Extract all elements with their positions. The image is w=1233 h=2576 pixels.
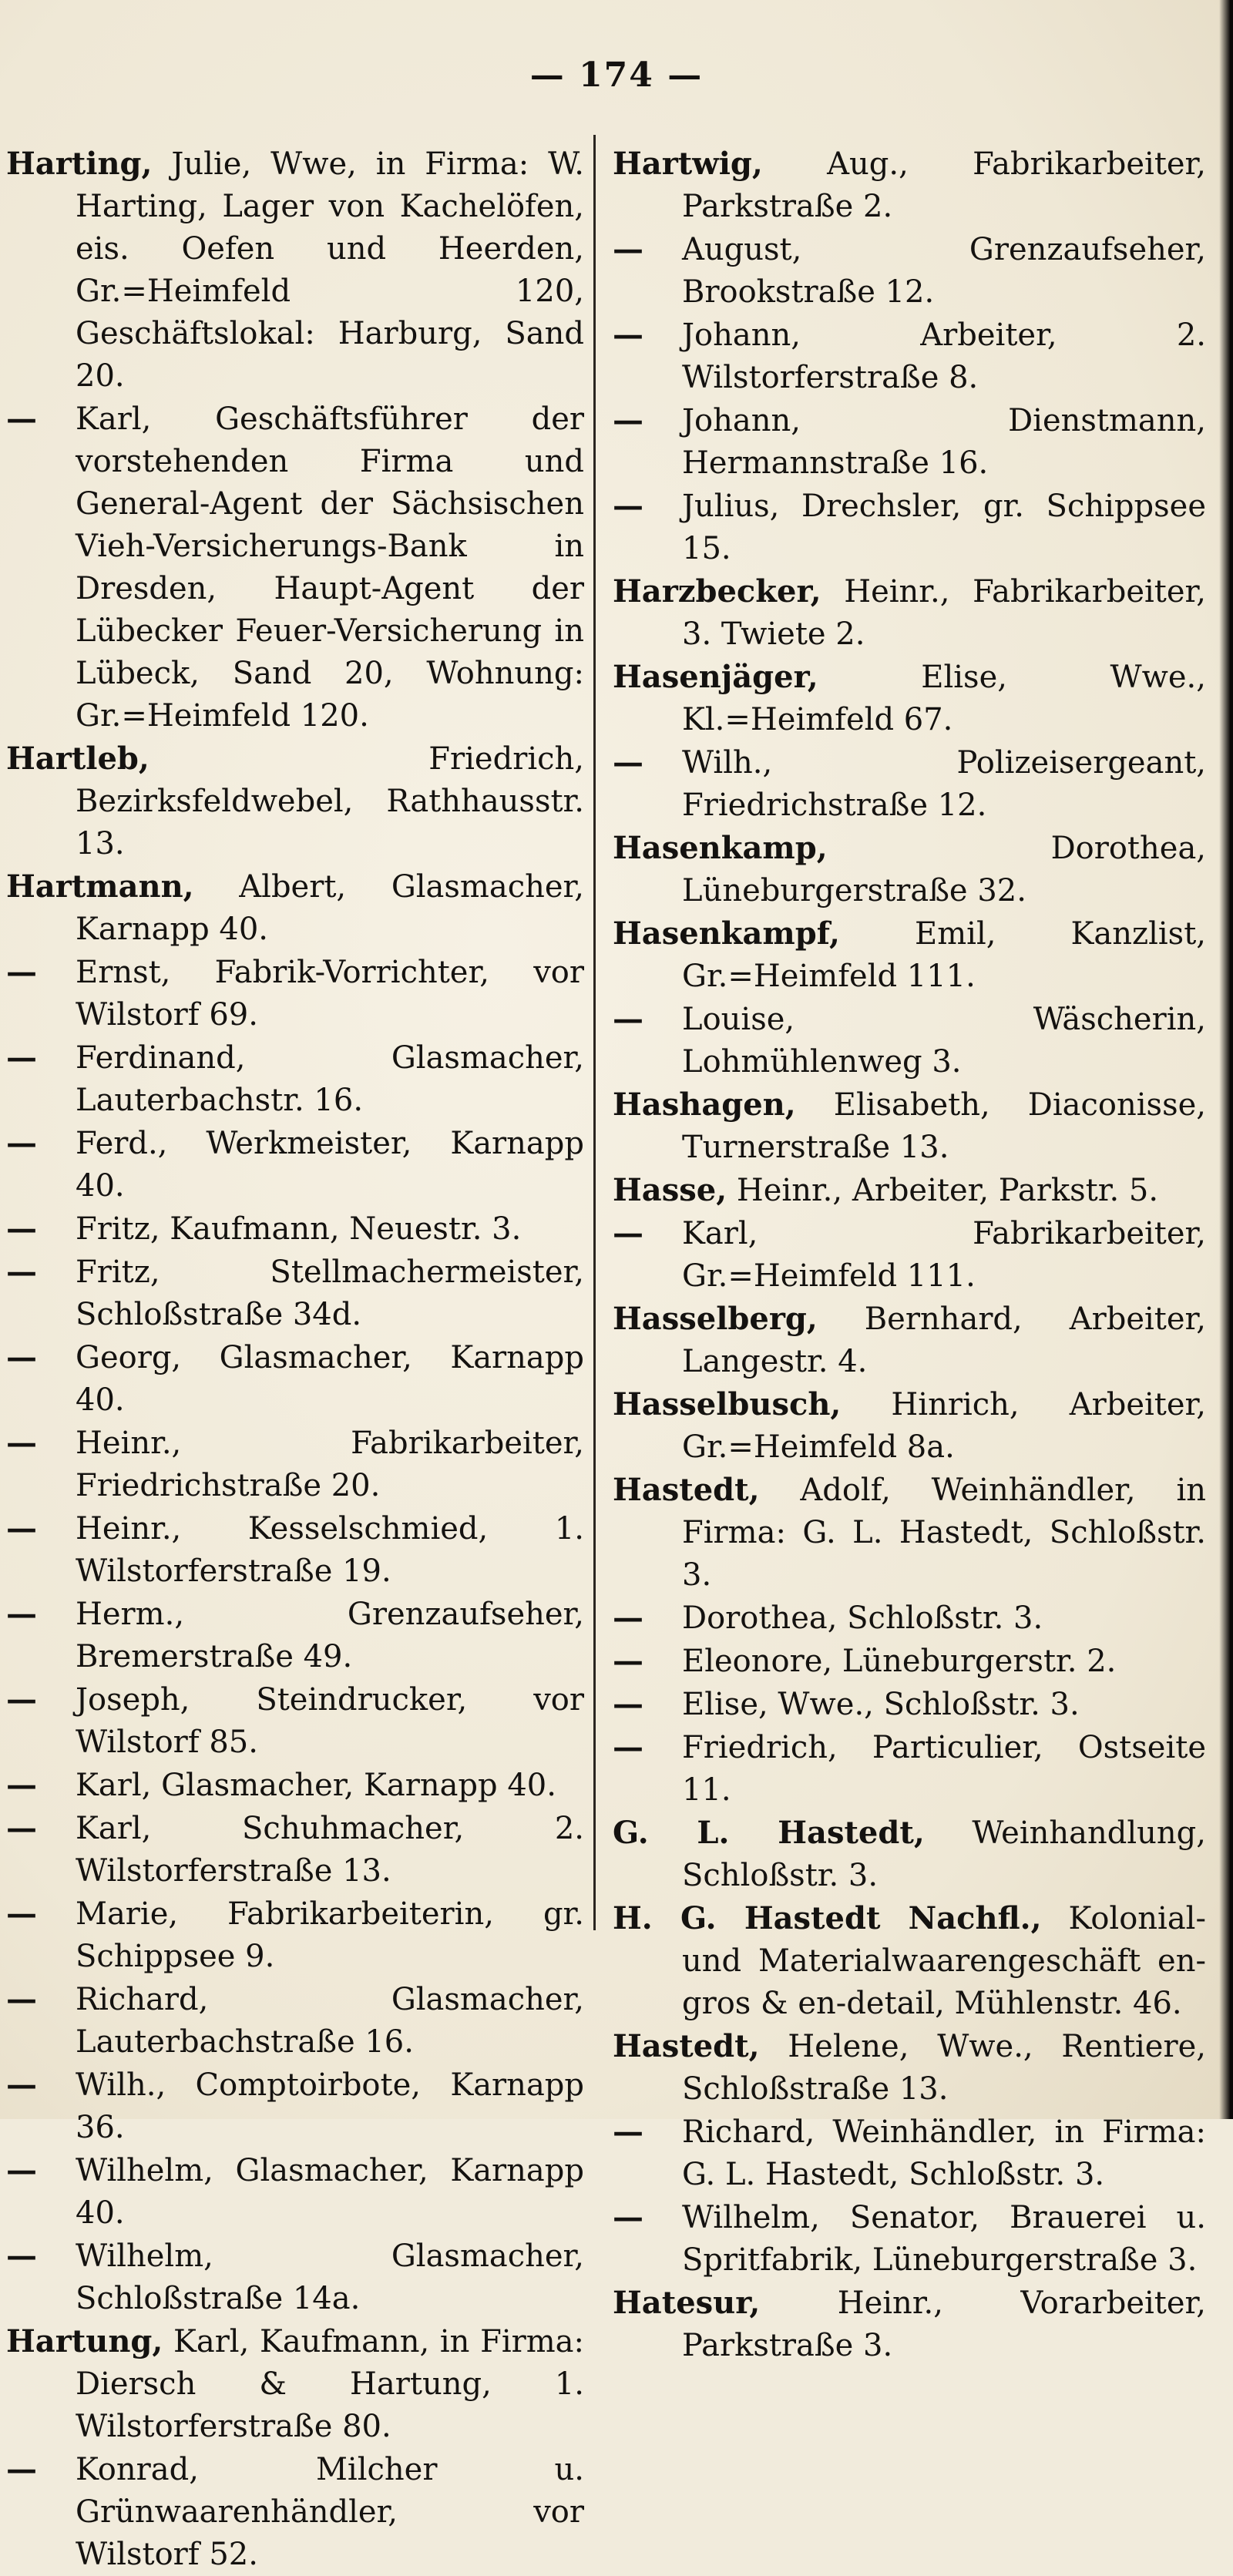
ditto-dash: — — [613, 1643, 643, 1679]
entry-surname: Hasselberg, — [613, 1301, 818, 1337]
ditto-dash: — — [613, 2199, 643, 2235]
ditto-dash: — — [6, 1425, 37, 1461]
directory-entry — [6, 1807, 584, 1893]
ditto-dash: — — [6, 1767, 37, 1803]
ditto-dash: — — [6, 1896, 37, 1932]
ditto-dash: — — [613, 1686, 643, 1722]
page-number: — 174 — — [529, 55, 704, 95]
entry-details: Bernhard, Arbeiter, Langestr. 4. — [682, 1301, 1206, 1379]
right-column — [613, 143, 1206, 2367]
ditto-dash: — — [6, 2067, 37, 2103]
ditto-dash: — — [6, 1254, 37, 1290]
entry-details: Richard, Weinhändler, in Firma: G. L. Hastedt, Schloßstr. 3. — [682, 2114, 1206, 2192]
directory-entry — [6, 951, 584, 1036]
entry-surname: Hastedt, — [613, 1472, 760, 1508]
ditto-dash: — — [6, 2451, 37, 2487]
entry-details: Ferdinand, Glasmacher, Lauterbachstr. 16. — [76, 1040, 584, 1118]
entry-surname: Hasenjäger, — [613, 659, 818, 695]
entry-surname: Hatesur, — [613, 2285, 761, 2321]
entry-details: Heinr., Kesselschmied, 1. Wilstorferstraße 19. — [76, 1511, 584, 1589]
entry-details: Hinrich, Arbeiter, Gr.=Heimfeld 8a. — [682, 1387, 1206, 1465]
directory-entry — [613, 1683, 1206, 1726]
ditto-dash: — — [613, 1600, 643, 1636]
directory-entry — [6, 1893, 584, 1978]
entry-details: Heinr., Vorarbeiter, Parkstraße 3. — [682, 2285, 1206, 2363]
directory-entry — [6, 1207, 584, 1251]
directory-entry — [613, 2111, 1206, 2196]
entry-details: Richard, Glasmacher, Lauterbachstraße 16. — [76, 1982, 584, 2060]
directory-entry — [6, 1122, 584, 1207]
ditto-dash: — — [613, 231, 643, 267]
entry-details: Elise, Wwe., Schloßstr. 3. — [682, 1687, 1080, 1722]
entry-details: Wilh., Comptoirbote, Karnapp 36. — [76, 2067, 584, 2145]
entry-details: Konrad, Milcher u. Grünwaarenhändler, vor Wilstorf 52. — [76, 2452, 584, 2572]
directory-entry — [613, 1640, 1206, 1683]
left-column — [6, 143, 584, 2576]
ditto-dash: — — [613, 1215, 643, 1251]
directory-entry — [613, 1383, 1206, 1469]
entry-details: Julius, Drechsler, gr. Schippsee 15. — [682, 489, 1206, 566]
entry-details: Eleonore, Lüneburgerstr. 2. — [682, 1644, 1117, 1679]
directory-entry — [613, 1812, 1206, 1897]
entry-details: Elisabeth, Diaconisse, Turnerstraße 13. — [682, 1087, 1206, 1165]
entry-details: Wilh., Polizeisergeant, Friedrichstraße 12. — [682, 745, 1206, 823]
ditto-dash: — — [6, 2238, 37, 2274]
entry-details: Karl, Kaufmann, in Firma: Diersch & Hartung, 1. Wilstorferstraße 80. — [76, 2324, 584, 2444]
directory-entry — [613, 1083, 1206, 1169]
ditto-dash: — — [6, 1039, 37, 1076]
entry-details: Wilhelm, Glasmacher, Schloßstraße 14a. — [76, 2238, 584, 2316]
directory-entry — [6, 1251, 584, 1336]
entry-details: Joseph, Steindrucker, vor Wilstorf 85. — [76, 1682, 584, 1760]
entry-surname: G. L. Hastedt, — [613, 1815, 925, 1851]
entry-details: Karl, Glasmacher, Karnapp 40. — [76, 1768, 556, 1803]
ditto-dash: — — [6, 401, 37, 437]
directory-entry — [6, 1336, 584, 1422]
directory-entry — [613, 1726, 1206, 1812]
entry-details: Louise, Wäscherin, Lohmühlenweg 3. — [682, 1002, 1206, 1080]
entry-details: Aug., Fabrikarbeiter, Parkstraße 2. — [682, 146, 1206, 224]
ditto-dash: — — [613, 2114, 643, 2150]
entry-details: Julie, Wwe, in Firma: W. Harting, Lager von Kachelöfen, eis. Oefen und Heerden, Gr.=Heimfeld 120, Geschäftslokal: Harburg, Sand 20. — [76, 146, 584, 394]
entry-surname: Hasenkamp, — [613, 830, 828, 866]
ditto-dash: — — [613, 1001, 643, 1037]
directory-entry — [613, 2025, 1206, 2111]
entry-details: Ferd., Werkmeister, Karnapp 40. — [76, 1126, 584, 1204]
directory-entry — [613, 399, 1206, 485]
directory-entry — [613, 912, 1206, 998]
entry-details: Heinr., Arbeiter, Parkstr. 5. — [727, 1173, 1159, 1208]
directory-entry — [6, 1507, 584, 1593]
directory-entry — [6, 1036, 584, 1122]
entry-details: Albert, Glasmacher, Karnapp 40. — [76, 869, 584, 947]
directory-entry — [6, 2448, 584, 2576]
directory-entry — [6, 2320, 584, 2448]
entry-details: Friedrich, Particulier, Ostseite 11. — [682, 1730, 1206, 1808]
entry-details: Karl, Schuhmacher, 2. Wilstorferstraße 13. — [76, 1811, 584, 1889]
entry-details: Karl, Geschäftsführer der vorstehenden Firma und General-Agent der Sächsischen Vieh-Versicherungs-Bank in Dresden, Haupt-Agent der Lübecker Feuer-Versicherung in Lübeck, Sand 20, Wohnung: Gr.=Heimfeld 120. — [76, 401, 584, 734]
entry-surname: Harzbecker, — [613, 573, 821, 610]
directory-entry — [6, 1678, 584, 1764]
ditto-dash: — — [6, 1596, 37, 1632]
entry-details: Kolonial- und Materialwaarengeschäft en-gros & en-detail, Mühlenstr. 46. — [682, 1901, 1206, 2021]
entry-details: Emil, Kanzlist, Gr.=Heimfeld 111. — [682, 916, 1206, 994]
directory-entry — [613, 314, 1206, 399]
entry-details: Georg, Glasmacher, Karnapp 40. — [76, 1340, 584, 1418]
entry-details: Wilhelm, Senator, Brauerei u. Spritfabrik, Lüneburgerstraße 3. — [682, 2200, 1206, 2278]
directory-entry — [6, 865, 584, 951]
directory-entry — [6, 1593, 584, 1678]
page-edge-shadow — [1219, 0, 1233, 2119]
ditto-dash: — — [6, 2152, 37, 2188]
entry-details: Dorothea, Lüneburgerstraße 32. — [682, 831, 1206, 908]
directory-entry — [613, 741, 1206, 827]
entry-details: Dorothea, Schloßstr. 3. — [682, 1600, 1043, 1636]
entry-details: August, Grenzaufseher, Brookstraße 12. — [682, 232, 1206, 310]
directory-entry — [613, 656, 1206, 741]
entry-details: Johann, Arbeiter, 2. Wilstorferstraße 8. — [682, 317, 1206, 395]
directory-entry — [613, 1597, 1206, 1640]
entry-surname: Hartwig, — [613, 146, 763, 182]
ditto-dash: — — [6, 1681, 37, 1718]
directory-entry — [613, 2196, 1206, 2282]
directory-entry — [6, 737, 584, 865]
ditto-dash: — — [613, 488, 643, 524]
directory-entry — [6, 398, 584, 737]
ditto-dash: — — [613, 402, 643, 438]
entry-surname: Hartmann, — [6, 868, 194, 905]
directory-entry — [613, 1897, 1206, 2025]
directory-entry — [613, 1469, 1206, 1597]
directory-entry — [613, 2282, 1206, 2367]
directory-entry — [6, 2064, 584, 2149]
directory-entry — [6, 1422, 584, 1507]
directory-entry — [6, 1764, 584, 1807]
ditto-dash: — — [6, 1510, 37, 1547]
entry-details: Adolf, Weinhändler, in Firma: G. L. Hastedt, Schloßstr. 3. — [682, 1473, 1206, 1593]
ditto-dash: — — [6, 1810, 37, 1846]
entry-details: Fritz, Stellmachermeister, Schloßstraße 34d. — [76, 1254, 584, 1332]
ditto-dash: — — [613, 744, 643, 781]
entry-details: Marie, Fabrikarbeiterin, gr. Schippsee 9. — [76, 1896, 584, 1974]
entry-details: Heinr., Fabrikarbeiter, 3. Twiete 2. — [682, 574, 1206, 652]
entry-details: Wilhelm, Glasmacher, Karnapp 40. — [76, 2153, 584, 2231]
entry-details: Elise, Wwe., Kl.=Heimfeld 67. — [682, 660, 1206, 737]
entry-details: Helene, Wwe., Rentiere, Schloßstraße 13. — [682, 2029, 1206, 2107]
entry-details: Karl, Fabrikarbeiter, Gr.=Heimfeld 111. — [682, 1216, 1206, 1294]
directory-entry — [6, 2235, 584, 2320]
entry-details: Weinhandlung, Schloßstr. 3. — [682, 1815, 1207, 1893]
directory-entry — [613, 998, 1206, 1083]
entry-surname: Harting, — [6, 146, 153, 182]
ditto-dash: — — [6, 1125, 37, 1161]
ditto-dash: — — [613, 317, 643, 353]
entry-surname: Hashagen, — [613, 1086, 796, 1123]
directory-entry — [613, 1212, 1206, 1298]
directory-entry — [6, 143, 584, 398]
entry-details: Ernst, Fabrik-Vorrichter, vor Wilstorf 69. — [76, 955, 584, 1033]
entry-details: Herm., Grenzaufseher, Bremerstraße 49. — [76, 1597, 584, 1674]
entry-surname: Hartleb, — [6, 741, 150, 777]
entry-surname: Hastedt, — [613, 2028, 760, 2064]
directory-entry — [613, 827, 1206, 912]
directory-entry — [613, 143, 1206, 228]
entry-details: Fritz, Kaufmann, Neuestr. 3. — [76, 1211, 522, 1247]
entry-details: Friedrich, Bezirksfeldwebel, Rathhausstr. 13. — [76, 741, 584, 861]
entry-surname: Hartung, — [6, 2323, 163, 2359]
directory-entry — [6, 2149, 584, 2235]
ditto-dash: — — [6, 954, 37, 990]
directory-entry — [613, 570, 1206, 656]
ditto-dash: — — [6, 1211, 37, 1247]
entry-surname: Hasenkampf, — [613, 915, 840, 952]
ditto-dash: — — [613, 1729, 643, 1765]
entry-surname: Hasselbusch, — [613, 1386, 842, 1422]
entry-surname: Hasse, — [613, 1172, 727, 1208]
directory-entry — [613, 1298, 1206, 1383]
directory-entry — [613, 228, 1206, 314]
ditto-dash: — — [6, 1981, 37, 2017]
entry-surname: H. G. Hastedt Nachfl., — [613, 1900, 1042, 1936]
entry-details: Johann, Dienstmann, Hermannstraße 16. — [682, 403, 1206, 481]
column-divider — [593, 135, 596, 1930]
directory-entry — [613, 485, 1206, 570]
directory-entry — [613, 1169, 1206, 1212]
directory-entry — [6, 1978, 584, 2064]
ditto-dash: — — [6, 1339, 37, 1375]
entry-details: Heinr., Fabrikarbeiter, Friedrichstraße 20. — [76, 1426, 584, 1503]
